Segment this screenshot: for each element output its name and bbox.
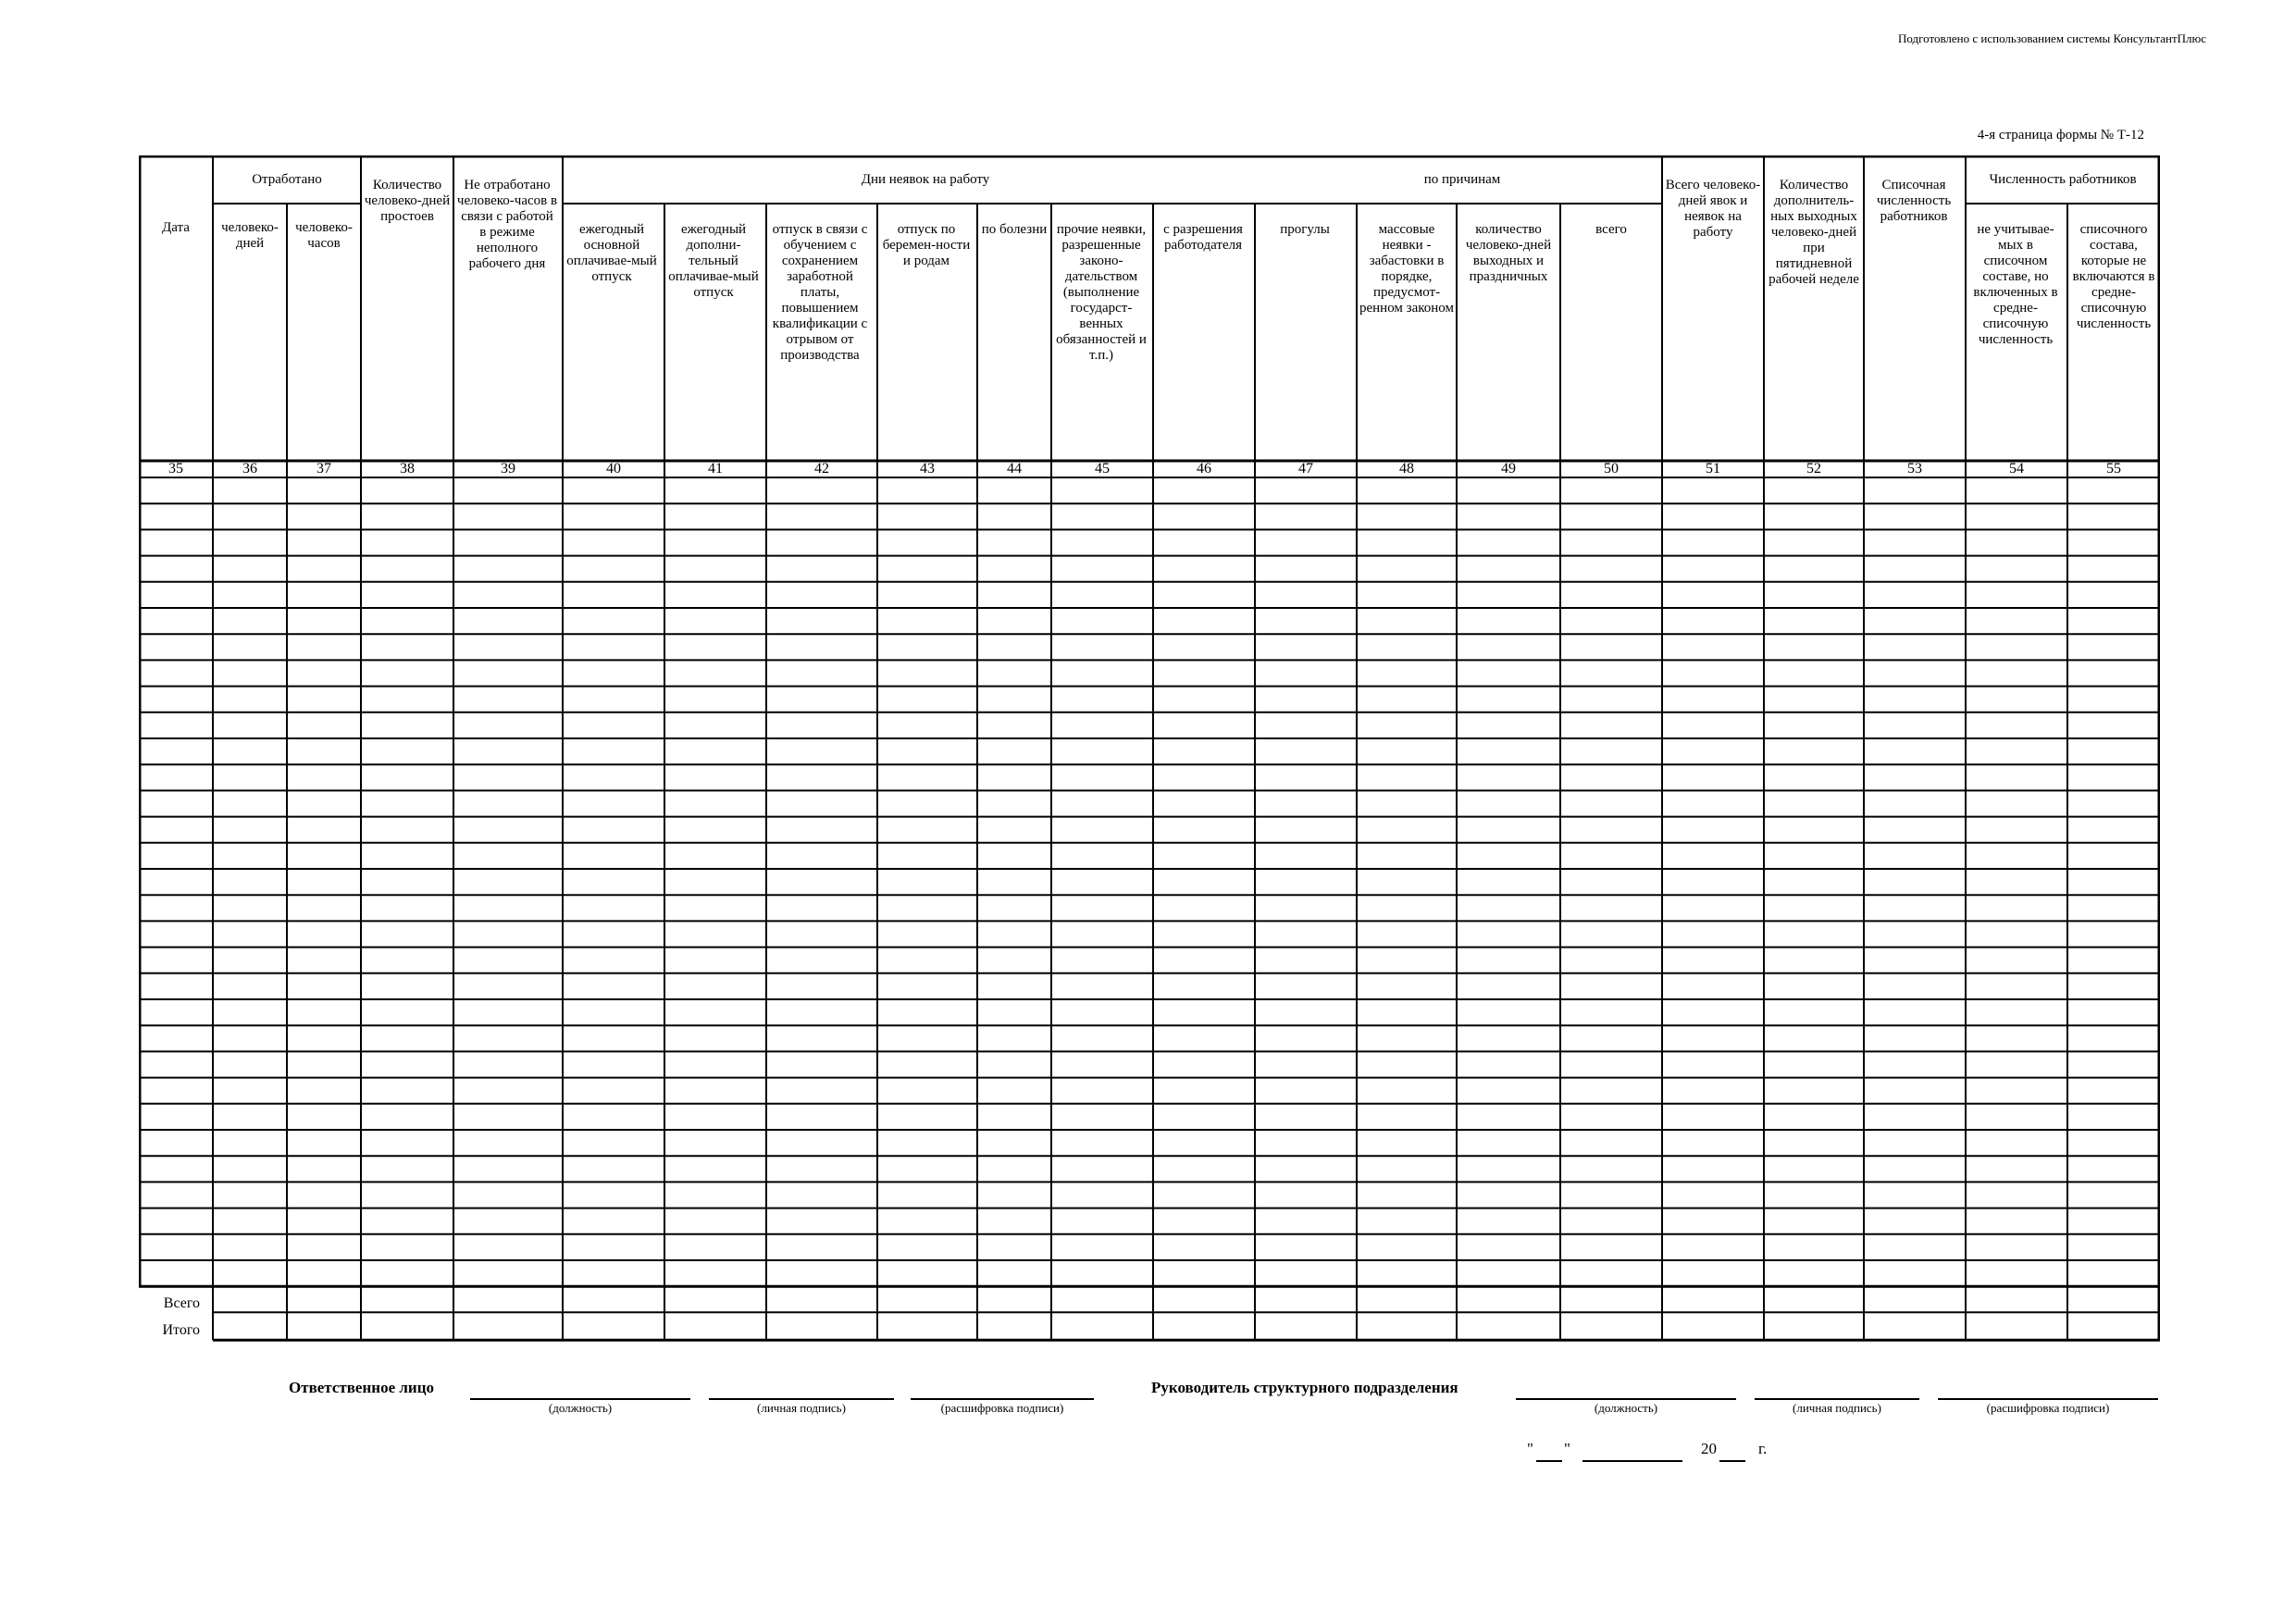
column-number: 55 [2106, 461, 2121, 477]
column-number: 38 [400, 461, 415, 477]
group-absences: Дни неявок на работу [861, 172, 990, 187]
head-caption-signature: (личная подпись) [1793, 1401, 1881, 1415]
column-number: 36 [242, 461, 257, 477]
head-caption-decoding: (расшифровка подписи) [1986, 1401, 2110, 1415]
header-sick-leave: по болезни [981, 222, 1048, 237]
header-additional-leave: ежегодный дополни-тельный оплачивае-мый отпуск [668, 222, 759, 300]
date-quote-open: " [1527, 1440, 1533, 1457]
column-number: 51 [1706, 461, 1720, 477]
responsible-signature-line [709, 1398, 894, 1400]
column-number: 48 [1399, 461, 1414, 477]
column-number: 52 [1806, 461, 1821, 477]
group-reasons: по причинам [1423, 172, 1501, 187]
header-strikes: массовые неявки - забастовки в порядке, предусмот-ренном законом [1359, 222, 1454, 316]
column-number: 42 [814, 461, 829, 477]
responsible-decoding-line [911, 1398, 1094, 1400]
column-number: 47 [1298, 461, 1313, 477]
header-holidays: количество человеко-дней выходных и праздничных [1465, 222, 1552, 284]
column-number: 44 [1007, 461, 1022, 477]
responsible-person-label: Ответственное лицо [289, 1379, 434, 1396]
department-head-label: Руководитель структурного подразделения [1151, 1379, 1458, 1396]
column-number: 35 [168, 461, 183, 477]
header-not-listed: не учитывае-мых в списочном составе, но включенных в средне-списочную численность [1973, 222, 2058, 347]
column-number: 39 [501, 461, 515, 477]
header-extra-days-off: Количество дополнитель-ных выходных человеко-дней при пятидневной рабочей неделе [1769, 178, 1859, 287]
form-page-label: 4-я страница формы № Т-12 [1977, 128, 2144, 142]
column-number: 54 [2009, 461, 2024, 477]
header-study-leave: отпуск в связи с обучением с сохранением заработной платы, повышением квалификации с отрывом от производства [772, 222, 868, 363]
head-decoding-line [1938, 1398, 2158, 1400]
header-man-hours: человеко-часов [295, 220, 353, 251]
date-month-blank [1582, 1460, 1682, 1462]
header-total-days: Всего человеко-дней явок и неявок на работу [1665, 178, 1761, 240]
date-day-blank [1536, 1460, 1562, 1462]
column-number: 46 [1197, 461, 1211, 477]
head-caption-position: (должность) [1594, 1401, 1658, 1415]
caption-signature: (личная подпись) [757, 1401, 846, 1415]
timesheet-table [139, 155, 2160, 1346]
header-employer-permission: с разрешения работодателя [1163, 222, 1243, 253]
header-listed-excluded: списочного состава, которые не включаются в средне-списочную численность [2072, 222, 2155, 331]
caption-position: (должность) [548, 1401, 613, 1415]
header-downtime-days: Количество человеко-дней простоев [364, 178, 451, 224]
header-absences-total: всего [1595, 222, 1627, 237]
date-year-suffix: г. [1758, 1440, 1768, 1457]
header-other-absences: прочие неявки, разрешенные законо-дательством (выполнение государст-венных обязанностей и т.п.) [1056, 222, 1147, 363]
date-year-prefix: 20 [1701, 1440, 1717, 1457]
header-truancy: прогулы [1280, 222, 1330, 237]
column-number: 50 [1604, 461, 1619, 477]
column-number: 40 [606, 461, 621, 477]
head-signature-line [1755, 1398, 1919, 1400]
header-date: Дата [162, 220, 190, 235]
column-number: 53 [1907, 461, 1922, 477]
column-number: 43 [920, 461, 935, 477]
header-man-days: человеко-дней [221, 220, 279, 251]
group-worked: Отработано [252, 172, 322, 187]
header-part-time-hours: Не отработано человеко-часов в связи с работой в режиме неполного рабочего дня [456, 178, 558, 271]
group-headcount: Численность работников [1989, 172, 2137, 187]
caption-decoding: (расшифровка подписи) [940, 1401, 1064, 1415]
column-number: 45 [1095, 461, 1110, 477]
header-maternity-leave: отпуск по беремен-ности и родам [882, 222, 971, 268]
header-listed-headcount: Списочная численность работников [1876, 178, 1952, 224]
date-year-blank [1719, 1460, 1745, 1462]
column-number: 41 [708, 461, 723, 477]
consultant-note: Подготовлено с использованием системы КонсультантПлюс [1897, 31, 2206, 45]
row-label-total: Всего [163, 1295, 200, 1311]
header-annual-leave: ежегодный основной оплачивае-мый отпуск [566, 222, 657, 284]
head-position-line [1516, 1398, 1736, 1400]
column-number: 37 [316, 461, 331, 477]
responsible-position-line [470, 1398, 690, 1400]
row-label-grand-total: Итого [162, 1322, 200, 1338]
column-number: 49 [1501, 461, 1516, 477]
date-quote-close: " [1564, 1440, 1570, 1457]
